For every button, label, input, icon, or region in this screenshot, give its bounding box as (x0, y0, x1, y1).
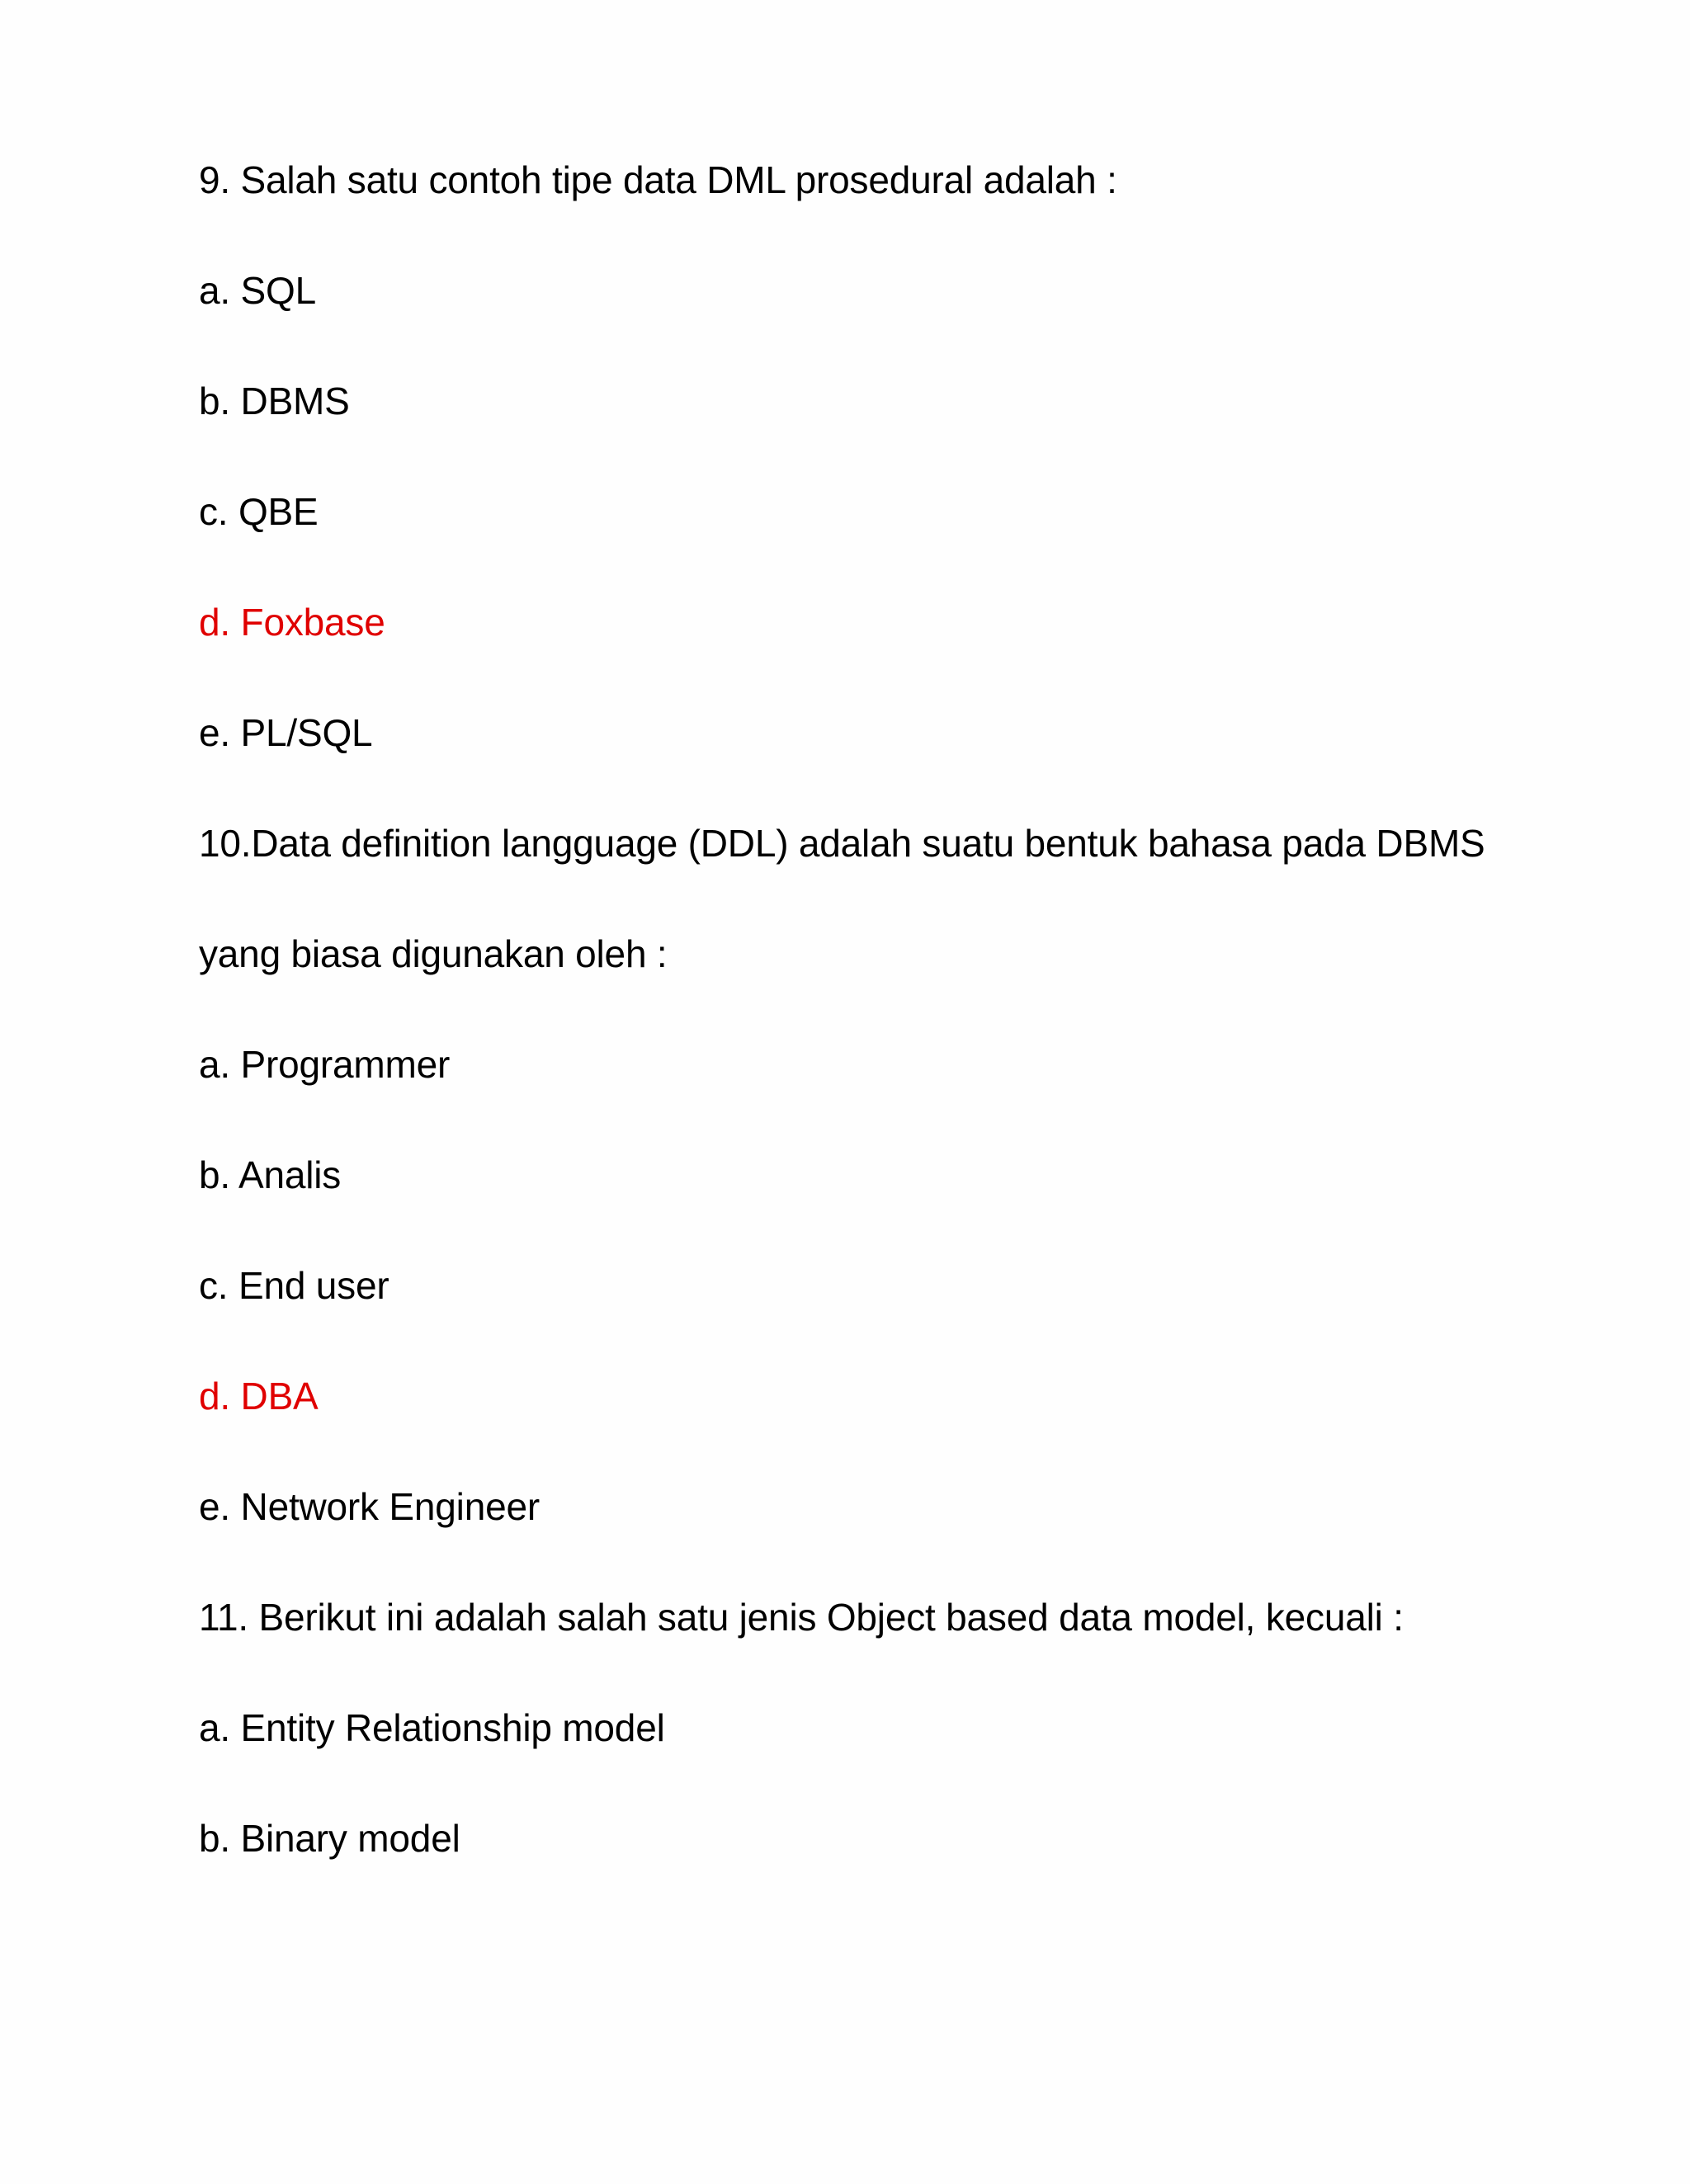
q10-option-a: a. Programmer (199, 1043, 451, 1086)
q9-option-a: a. SQL (199, 269, 316, 312)
q10-option-b: b. Analis (199, 1153, 342, 1196)
q9-option-e: e. PL/SQL (199, 711, 373, 754)
question-11: 11. Berikut ini adalah salah satu jenis Object based data model, kecuali : (199, 1596, 1404, 1639)
q10-option-d-answer: d. DBA (199, 1375, 319, 1417)
question-9: 9. Salah satu contoh tipe data DML prosedural adalah : (199, 158, 1117, 201)
q10-option-c: c. End user (199, 1264, 389, 1307)
q11-option-b: b. Binary model (199, 1817, 460, 1860)
q10-option-e: e. Network Engineer (199, 1485, 540, 1528)
q9-option-b: b. DBMS (199, 380, 350, 422)
q11-option-a: a. Entity Relationship model (199, 1706, 665, 1749)
q9-option-d-answer: d. Foxbase (199, 601, 385, 644)
question-10-line-2: yang biasa digunakan oleh : (199, 932, 668, 975)
q9-option-c: c. QBE (199, 490, 319, 533)
question-10-line-1: 10.Data definition langguage (DDL) adalah suatu bentuk bahasa pada DBMS (199, 822, 1485, 865)
